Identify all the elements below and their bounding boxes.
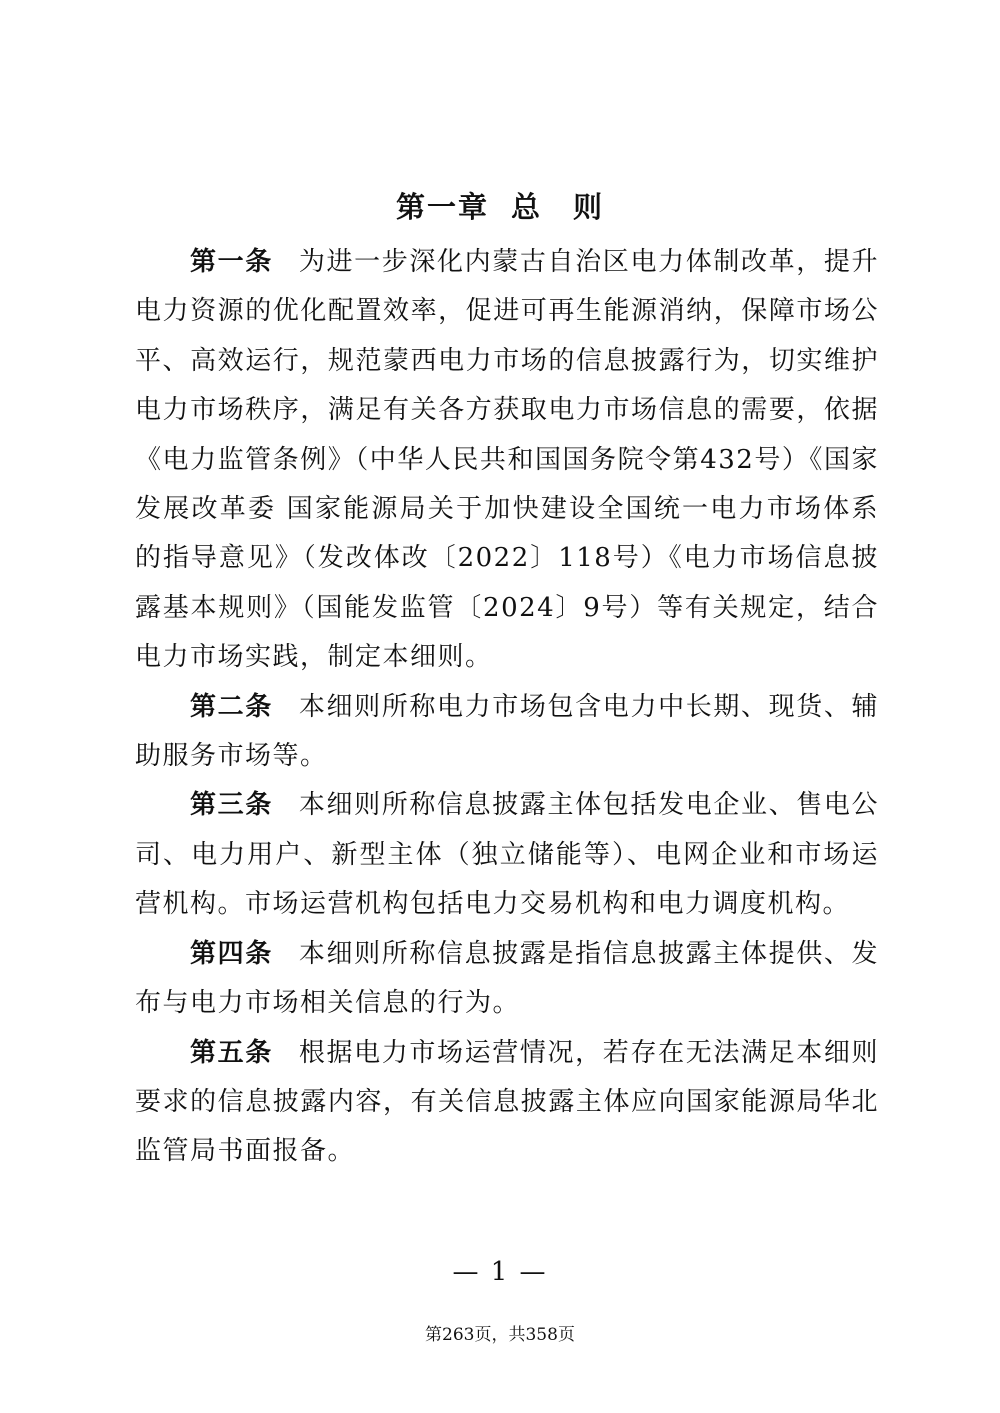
article-number: 第五条 bbox=[190, 1037, 273, 1068]
article-text: 为进一步深化内蒙古自治区电力体制改革，提升电力资源的优化配置效率，促进可再生能源消纳，保障市场公平、高效运行，规范蒙西电力市场的信息披露行为，切实维护电力市场秩序，满足有关各方获取电力市场信息的需要，依据《电力监管条例》（中华人民共和国国务院令第432号）《国家发展改革委 国家能源局关于加快建设全国统一电力市场体系的指导意见》（发改体改〔2022〕118号）《电力市场信息披露基本规则》（国能发监管〔2024〕9号）等有关规定，结合电力市场实践，制定本细则。 bbox=[135, 247, 879, 673]
chapter-name: 总 则 bbox=[511, 190, 605, 224]
article-text: 根据电力市场运营情况，若存在无法满足本细则要求的信息披露内容，有关信息披露主体应向国家能源局华北监管局书面报备。 bbox=[135, 1037, 879, 1167]
article-text: 本细则所称电力市场包含电力中长期、现货、辅助服务市场等。 bbox=[135, 691, 879, 772]
document-body bbox=[135, 238, 879, 1177]
article-number: 第四条 bbox=[190, 938, 273, 969]
article-text: 本细则所称信息披露是指信息披露主体提供、发布与电力市场相关信息的行为。 bbox=[135, 938, 879, 1019]
article-number: 第一条 bbox=[190, 247, 273, 277]
article-4 bbox=[135, 930, 879, 1029]
page-number: — 1 — bbox=[452, 1257, 548, 1287]
article-5 bbox=[135, 1029, 879, 1177]
article-3 bbox=[135, 781, 879, 929]
article-2 bbox=[135, 683, 879, 782]
article-text: 本细则所称信息披露主体包括发电企业、售电公司、电力用户、新型主体（独立储能等）、电网企业和市场运营机构。市场运营机构包括电力交易机构和电力调度机构。 bbox=[135, 790, 879, 920]
page-footer: 第263页，共358页 bbox=[425, 1325, 575, 1345]
chapter-number: 第一章 bbox=[395, 190, 489, 224]
article-number: 第二条 bbox=[190, 691, 273, 722]
article-number: 第三条 bbox=[190, 790, 273, 821]
chapter-title bbox=[0, 184, 1000, 230]
article-1 bbox=[135, 238, 879, 683]
